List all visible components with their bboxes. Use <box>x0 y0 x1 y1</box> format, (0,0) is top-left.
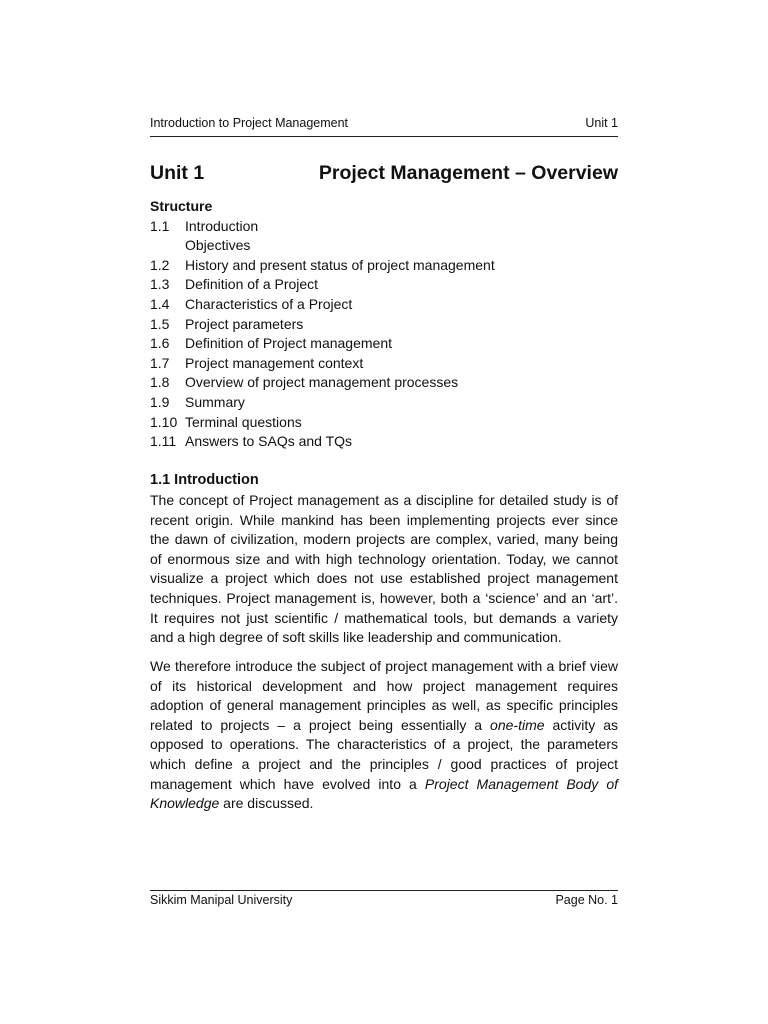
toc-item <box>150 275 618 295</box>
toc-item-number: 1.8 <box>150 374 170 391</box>
toc-item <box>150 432 618 452</box>
toc-item-number: 1.11 <box>150 433 177 450</box>
intro-paragraph-1: The concept of Project management as a discipline for detailed study is of recent origin. While mankind has been implementing projects ever since the dawn of civilization, modern projects are complex, varied, many being of enormous size and with high technology orientation. Today, we cannot visualize a project which does not use established project management techniques. Project management is, however, both a ‘science’ and an ‘art’. It requires not just scientific / mathematical tools, but demands a variety and a high degree of soft skills like leadership and communication. <box>150 492 618 646</box>
running-header <box>150 116 618 137</box>
toc-item <box>150 354 618 374</box>
toc-item <box>150 373 618 393</box>
toc-item-text: Project management context <box>185 354 364 371</box>
unit-name: Project Management – Overview <box>318 162 618 184</box>
toc-item-text: Definition of Project management <box>185 335 392 352</box>
toc-item-number: 1.2 <box>150 256 170 273</box>
toc-item-text: Characteristics of a Project <box>185 295 353 312</box>
toc-item-text: History and present status of project management <box>185 256 495 273</box>
toc-item-text: Summary <box>185 393 245 410</box>
paragraph-text: activity as opposed to operations. The characteristics of a project, the parameters which define a project and the principles / good practices of project management which have evolved into a <box>150 716 618 792</box>
intro-paragraph-2 <box>150 657 618 814</box>
toc-item-number: 1.9 <box>150 393 170 410</box>
toc-item-number: 1.10 <box>150 413 178 430</box>
section-heading: 1.1 Introduction <box>150 472 259 488</box>
toc-item <box>150 256 618 276</box>
toc-item <box>150 236 618 256</box>
university-name: Sikkim Manipal University <box>150 893 293 907</box>
page-number: Page No. 1 <box>555 893 618 907</box>
toc-item-number: 1.7 <box>150 354 170 371</box>
toc-item <box>150 413 618 433</box>
running-footer <box>150 890 618 911</box>
toc-item-text: Objectives <box>185 237 251 254</box>
toc-item-text: Overview of project management processes <box>185 374 459 391</box>
toc-item-number: 1.1 <box>150 217 170 234</box>
paragraph-text: are discussed. <box>219 795 314 812</box>
toc-item <box>150 334 618 354</box>
toc-item <box>150 315 618 335</box>
structure-outline <box>150 197 618 452</box>
toc-item-text: Definition of a Project <box>185 276 319 293</box>
toc-item-text: Terminal questions <box>185 413 302 430</box>
toc-item-number: 1.4 <box>150 295 170 312</box>
toc-item-number: 1.5 <box>150 315 170 332</box>
paragraph-text: We therefore introduce the subject of project management with a brief view of its historical development and how project management requires adoption of general management principles as well, as specific principles related to projects – a project being essentially a <box>150 658 618 733</box>
structure-heading: Structure <box>150 198 213 214</box>
header-unit-label: Unit 1 <box>585 116 618 130</box>
emphasis-pmbok: Project Management Body of Knowledge <box>150 775 618 812</box>
toc-item-number: 1.6 <box>150 335 170 352</box>
toc-item-text: Introduction <box>185 217 259 234</box>
emphasis-one-time: one-time <box>490 716 545 733</box>
toc-item-text: Project parameters <box>185 315 304 332</box>
toc-item <box>150 217 618 237</box>
course-title: Introduction to Project Management <box>150 116 349 130</box>
unit-number: Unit 1 <box>150 162 205 184</box>
toc-item-number: 1.3 <box>150 276 170 293</box>
document-page <box>150 0 618 1024</box>
toc-item-text: Answers to SAQs and TQs <box>185 433 353 450</box>
toc-item <box>150 393 618 413</box>
toc-item <box>150 295 618 315</box>
